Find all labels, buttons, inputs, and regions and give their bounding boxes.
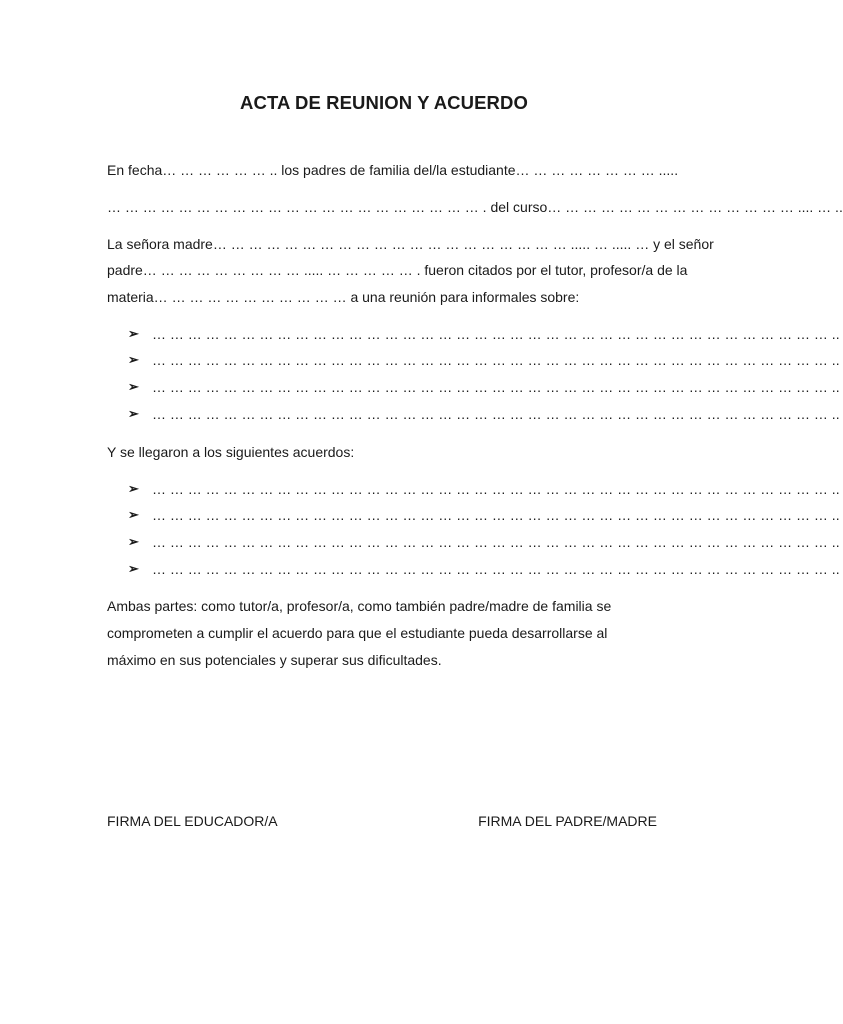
topic-item xyxy=(128,379,840,396)
agreement-item xyxy=(128,481,840,498)
arrowhead-bullet-icon: ➢ xyxy=(128,481,139,496)
agreement-item xyxy=(128,534,840,551)
agreement-text: … … … … … … … … … … … … … … … … … … … … … … … … … … … … … … … … … … … … … … .. xyxy=(152,534,840,550)
arrowhead-bullet-icon: ➢ xyxy=(128,326,139,341)
closing-line: comprometen a cumplir el acuerdo para que el estudiante pueda desarrollarse al xyxy=(107,625,608,641)
agreements-intro: Y se llegaron a los siguientes acuerdos: xyxy=(107,444,355,460)
arrowhead-bullet-icon: ➢ xyxy=(128,534,139,549)
topic-item xyxy=(128,406,840,423)
topic-text: … … … … … … … … … … … … … … … … … … … … … … … … … … … … … … … … … … … … … … .. xyxy=(152,326,840,342)
agreement-text: … … … … … … … … … … … … … … … … … … … … … … … … … … … … … … … … … … … … … … .. xyxy=(152,507,840,523)
signature-parent-label: FIRMA DEL PADRE/MADRE xyxy=(478,813,657,829)
document-title: ACTA DE REUNION Y ACUERDO xyxy=(240,92,528,113)
intro-line-course: … … … … … … … … … … … … … … … … … … … … … . del curso… … … … … … … … … … … … … … .... … .. xyxy=(107,199,843,215)
intro-line-subject: materia… … … … … … … … … … … a una reunión para informales sobre: xyxy=(107,289,580,305)
topic-item xyxy=(128,352,840,369)
arrowhead-bullet-icon: ➢ xyxy=(128,561,139,576)
agreement-text: … … … … … … … … … … … … … … … … … … … … … … … … … … … … … … … … … … … … … … .. xyxy=(152,561,840,577)
intro-line-father: padre… … … … … … … … … ..... … … … … … . fueron citados por el tutor, profesor/a de la xyxy=(107,262,688,278)
agreement-text: … … … … … … … … … … … … … … … … … … … … … … … … … … … … … … … … … … … … … … .. xyxy=(152,481,840,497)
arrowhead-bullet-icon: ➢ xyxy=(128,379,139,394)
arrowhead-bullet-icon: ➢ xyxy=(128,406,139,421)
topic-item xyxy=(128,326,840,343)
closing-line: máximo en sus potenciales y superar sus dificultades. xyxy=(107,652,442,668)
agreement-item xyxy=(128,561,840,578)
arrowhead-bullet-icon: ➢ xyxy=(128,507,139,522)
topic-text: … … … … … … … … … … … … … … … … … … … … … … … … … … … … … … … … … … … … … … .. xyxy=(152,379,840,395)
topic-text: … … … … … … … … … … … … … … … … … … … … … … … … … … … … … … … … … … … … … … .. xyxy=(152,406,840,422)
closing-line: Ambas partes: como tutor/a, profesor/a, como también padre/madre de familia se xyxy=(107,598,612,614)
intro-line-date: En fecha… … … … … … .. los padres de familia del/la estudiante… … … … … … … … ..... xyxy=(107,162,679,178)
topic-text: … … … … … … … … … … … … … … … … … … … … … … … … … … … … … … … … … … … … … … .. xyxy=(152,352,840,368)
intro-line-mother: La señora madre… … … … … … … … … … … … … … … … … … … … ..... … ..... … y el señor xyxy=(107,236,714,252)
agreement-item xyxy=(128,507,840,524)
signature-educator-label: FIRMA DEL EDUCADOR/A xyxy=(107,813,278,829)
arrowhead-bullet-icon: ➢ xyxy=(128,352,139,367)
